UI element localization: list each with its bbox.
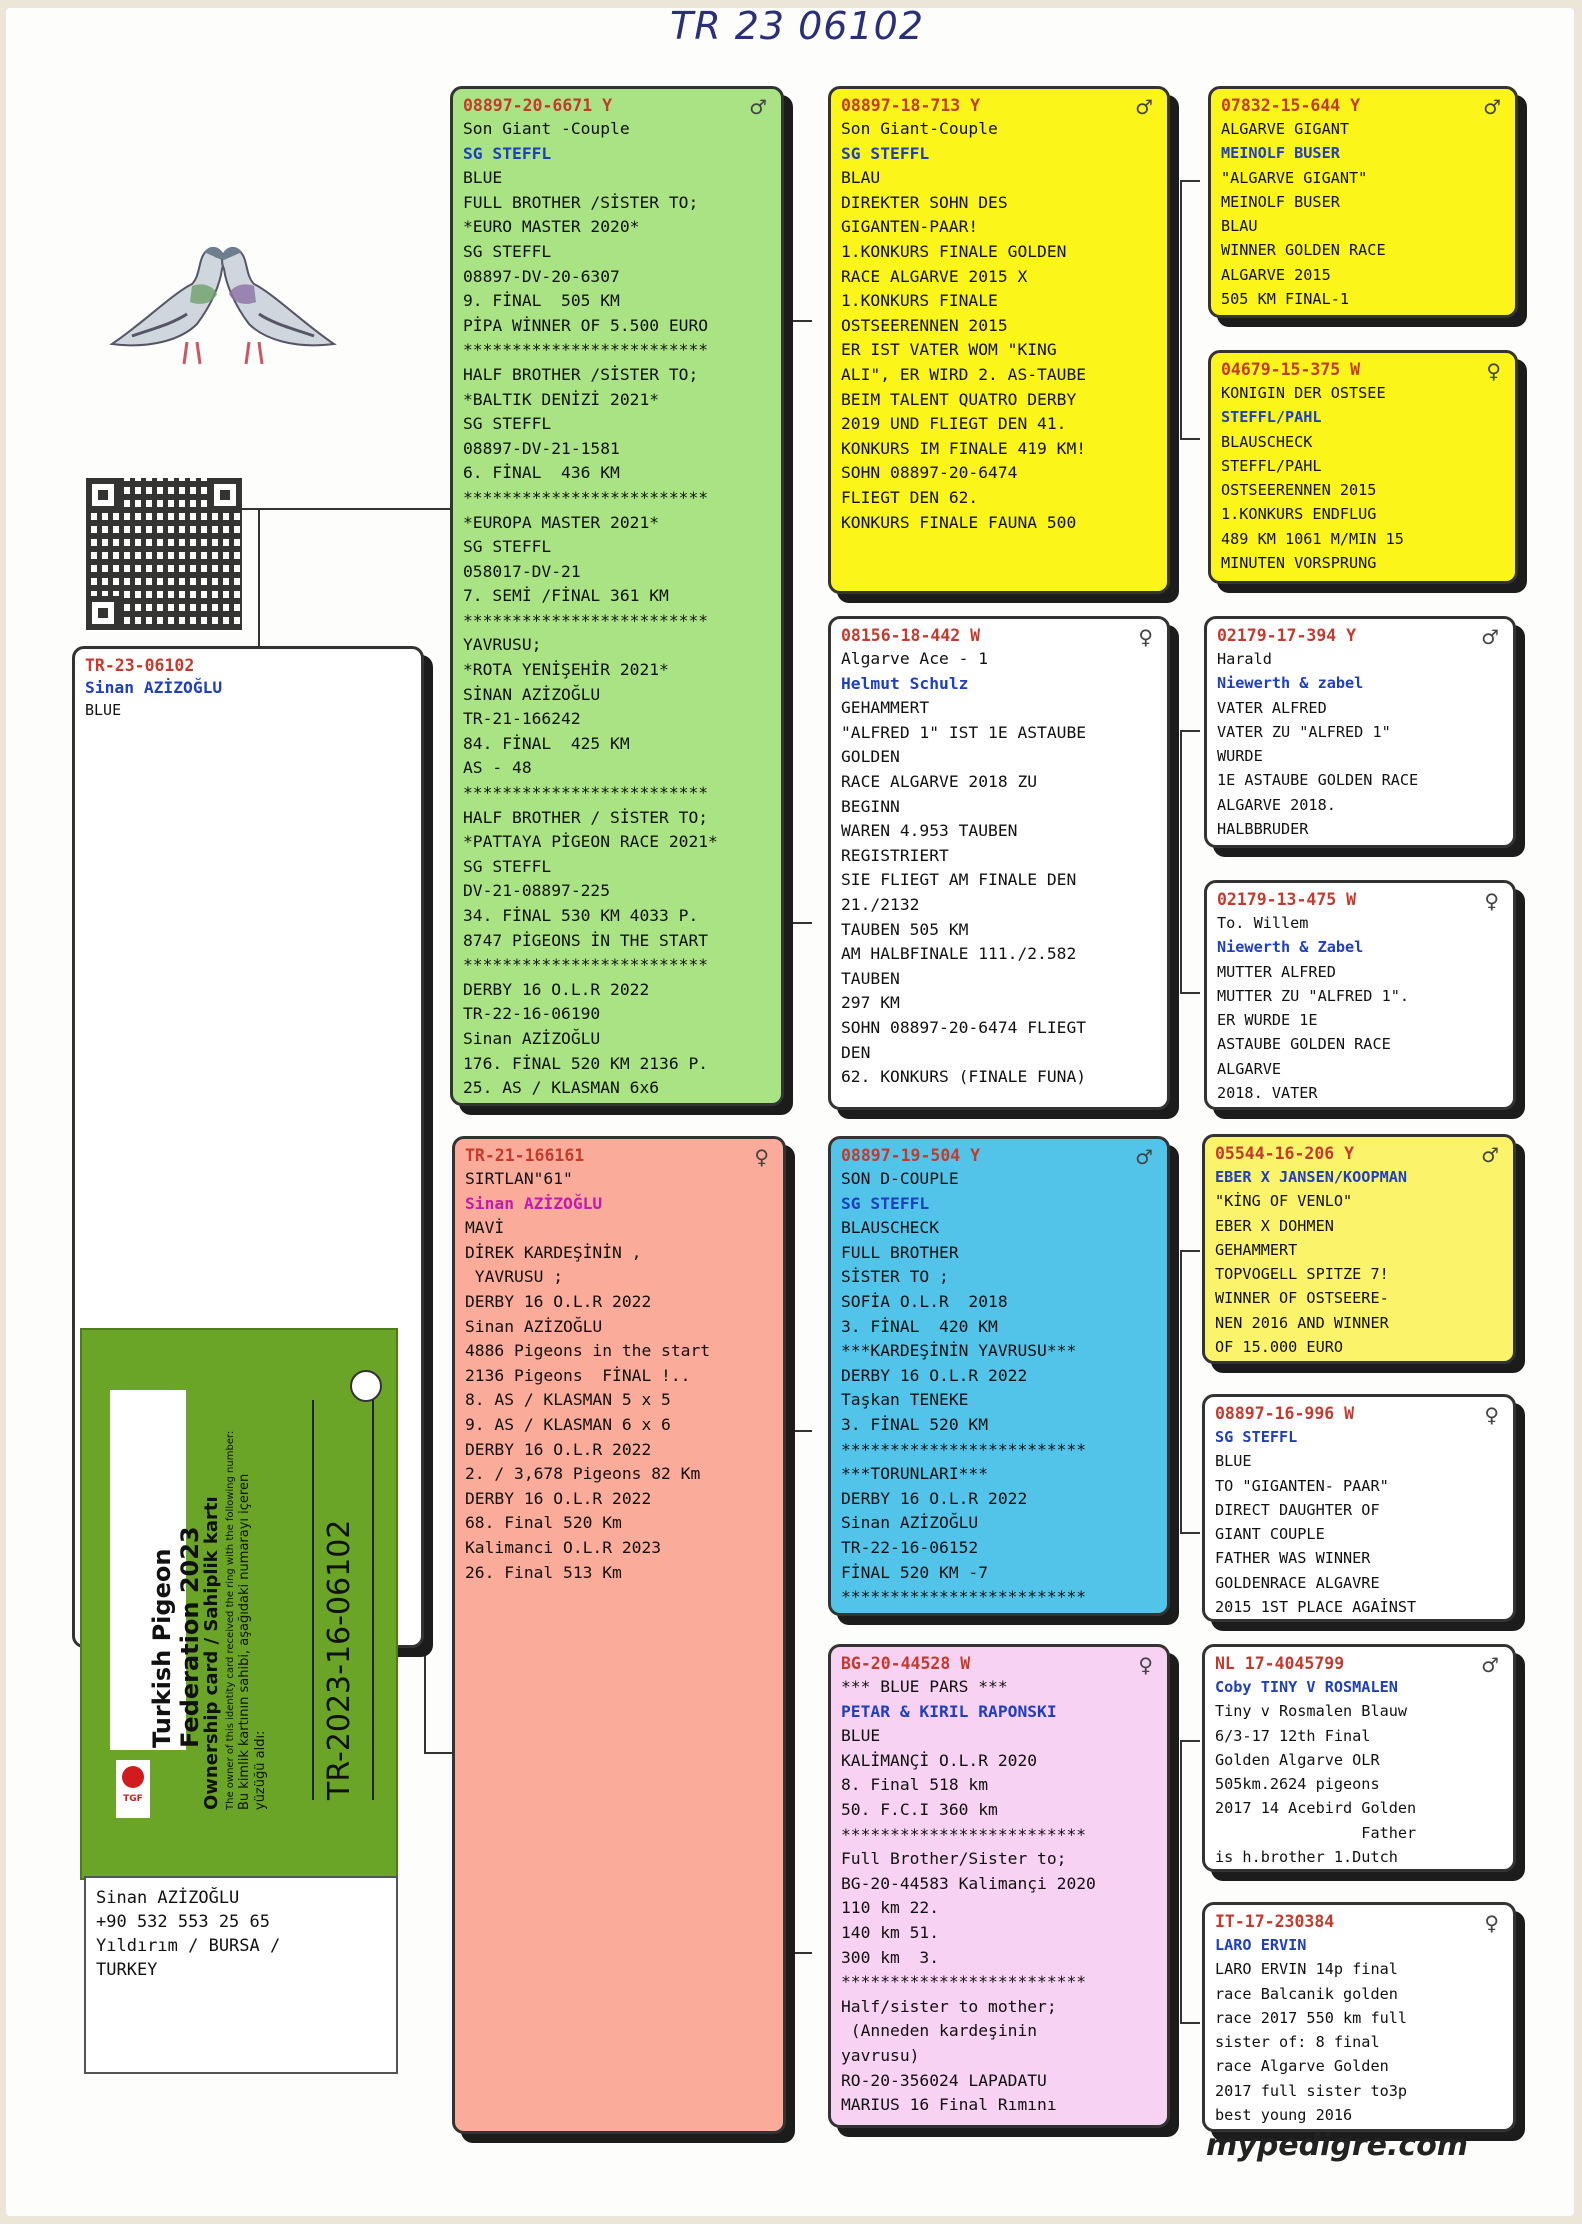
- fm-line: RACE ALGARVE 2018 ZU: [841, 771, 1038, 791]
- mm-line: yavrusu): [841, 2045, 920, 2065]
- ffm-line: STEFFL/PAHL: [1221, 456, 1322, 475]
- ff-line: FLIEGT DEN 62.: [841, 487, 979, 507]
- connector-fm-parents: [1180, 730, 1200, 994]
- mother-card[interactable]: [452, 1136, 786, 2134]
- mmf-line: 2017 14 Acebird Golden: [1215, 1799, 1417, 1818]
- mf-breeder: SG STEFFL: [841, 1193, 930, 1213]
- fmm-line: 2018. VATER: [1217, 1084, 1318, 1103]
- father-line: 08897-DV-21-1581: [463, 438, 620, 458]
- fff-line: MEINOLF BUSER: [1221, 192, 1340, 211]
- father-line: HALF BROTHER / SİSTER TO;: [463, 807, 709, 827]
- father-line: SG STEFFL: [463, 856, 552, 876]
- mfm-line: TO "GIGANTEN- PAAR": [1215, 1476, 1389, 1495]
- fmf-line: WURDE: [1217, 747, 1263, 766]
- mf-line: ***KARDEŞİNİN YAVRUSU***: [841, 1341, 1077, 1361]
- mmm-sex-icon: ♀: [1484, 1911, 1499, 1935]
- mf-line: FULL BROTHER: [841, 1242, 959, 1262]
- father-line: 9. FİNAL 505 KM: [463, 291, 620, 311]
- fmm-ring: 02179-13-475 W: [1217, 890, 1357, 909]
- mff-breeder: EBER X JANSEN/KOOPMAN: [1215, 1168, 1408, 1186]
- mother-line: DİREK KARDEŞİNİN ,: [465, 1242, 642, 1262]
- father-line: *************************: [463, 783, 709, 803]
- fm-name: Algarve Ace - 1: [841, 649, 989, 668]
- fm-line: AM HALBFINALE 111./2.582: [841, 944, 1077, 964]
- mother-breeder: Sinan AZİZOĞLU: [465, 1193, 603, 1213]
- fm-line: WAREN 4.953 TAUBEN: [841, 821, 1018, 841]
- mfm-breeder: SG STEFFL: [1215, 1428, 1298, 1446]
- mm-line: 140 km 51.: [841, 1922, 940, 1942]
- mmf-line: is h.brother 1.Dutch: [1215, 1848, 1398, 1867]
- fmm-line: ALGARVE: [1217, 1059, 1282, 1078]
- fmm-card[interactable]: [1204, 880, 1516, 1110]
- connector-subject-mother: [424, 1752, 452, 1754]
- ffm-name: KONIGIN DER OSTSEE: [1221, 384, 1386, 402]
- fm-line: "ALFRED 1" IST 1E ASTAUBE: [841, 722, 1087, 742]
- fmm-breeder: Niewerth & Zabel: [1217, 938, 1364, 957]
- fff-line: BLAU: [1221, 217, 1258, 236]
- ffm-line: BLAUSCHECK: [1221, 432, 1313, 451]
- mfm-line: GIANT COUPLE: [1215, 1525, 1325, 1544]
- mmm-line: race Balcanik golden: [1215, 1984, 1398, 2003]
- mf-line: SOFİA O.L.R 2018: [841, 1291, 1008, 1311]
- mm-name: *** BLUE PARS ***: [841, 1677, 1008, 1696]
- mm-line: (Anneden kardeşinin: [841, 2021, 1038, 2041]
- mm-line: KALİMANÇİ O.L.R 2020: [841, 1750, 1038, 1770]
- ff-line: RACE ALGARVE 2015 X: [841, 266, 1028, 286]
- mmm-ring: IT-17-230384: [1215, 1912, 1335, 1931]
- card-note-en: The owner of this identity card received the ring with the following number:: [225, 1430, 236, 1810]
- fmm-line: ER WURDE 1E: [1217, 1011, 1318, 1030]
- father-line: Sinan AZİZOĞLU: [463, 1028, 601, 1048]
- fmf-ring: 02179-17-394 Y: [1217, 626, 1357, 645]
- subject-color: BLUE: [85, 701, 122, 719]
- father-line: HALF BROTHER /SİSTER TO;: [463, 364, 699, 384]
- father-line: *PATTAYA PİGEON RACE 2021*: [463, 832, 718, 852]
- mother-name: SIRTLAN"61": [465, 1169, 573, 1188]
- mff-card[interactable]: [1202, 1134, 1516, 1364]
- fff-line: 505 KM FINAL-1: [1221, 290, 1350, 309]
- mfm-line: BLUE: [1215, 1452, 1252, 1471]
- fff-line: "ALGARVE GIGANT": [1221, 168, 1368, 187]
- card-subtitle: Ownership card / Sahiplik kartı: [201, 1496, 222, 1810]
- ff-sex-icon: ♂: [1135, 95, 1153, 119]
- ff-line: KONKURS IM FINALE 419 KM!: [841, 438, 1087, 458]
- father-line: AS - 48: [463, 758, 532, 778]
- mmm-card[interactable]: [1202, 1902, 1516, 2132]
- father-line: SG STEFFL: [463, 241, 552, 261]
- fm-line: 21./2132: [841, 894, 920, 914]
- mother-line: 9. AS / KLASMAN 6 x 6: [465, 1414, 671, 1434]
- brand-logo[interactable]: mypedigre.com: [1206, 2128, 1469, 2163]
- mother-line: Sinan AZİZOĞLU: [465, 1316, 603, 1336]
- card-title-2: Federation 2023: [176, 1526, 204, 1748]
- fm-line: 62. KONKURS (FINALE FUNA): [841, 1067, 1087, 1087]
- mm-line: *************************: [841, 1824, 1087, 1844]
- mf-line: Taşkan TENEKE: [841, 1390, 969, 1410]
- connector-ff-parents: [1180, 180, 1200, 440]
- mmf-line: 6/3-17 12th Final: [1215, 1726, 1371, 1745]
- father-line: FULL BROTHER /SİSTER TO;: [463, 192, 699, 212]
- fmf-line: ALGARVE 2018.: [1217, 795, 1336, 814]
- ffm-line: 489 KM 1061 M/MIN 15: [1221, 529, 1404, 548]
- card-ring-line-bottom: [372, 1400, 374, 1800]
- subject-ring: TR-23-06102: [85, 656, 195, 675]
- mother-line: MAVİ: [465, 1218, 505, 1238]
- connector-subject-father: [236, 508, 450, 650]
- ff-card[interactable]: [828, 86, 1170, 594]
- mm-ring: BG-20-44528 W: [841, 1654, 971, 1673]
- father-line: PİPA WİNNER OF 5.500 EURO: [463, 315, 709, 335]
- ff-ring: 08897-18-713 Y: [841, 96, 981, 115]
- handwritten-ring-title: TR 23 06102: [670, 4, 925, 48]
- fm-line: GEHAMMERT: [841, 698, 930, 718]
- fm-breeder: Helmut Schulz: [841, 673, 969, 693]
- mmm-line: 2017 full sister to3p: [1215, 2081, 1408, 2100]
- fff-line: ALGARVE 2015: [1221, 265, 1331, 284]
- mmm-line: LARO ERVIN 14p final: [1215, 1960, 1398, 1979]
- ff-line: OSTSEERENNEN 2015: [841, 315, 1008, 335]
- fmm-sex-icon: ♀: [1484, 889, 1499, 913]
- fm-line: TAUBEN: [841, 968, 900, 988]
- mfm-sex-icon: ♀: [1484, 1403, 1499, 1427]
- connector-mm-parents: [1180, 1740, 1200, 2024]
- fmm-line: MUTTER ALFRED: [1217, 962, 1336, 981]
- mother-line: DERBY 16 O.L.R 2022: [465, 1488, 652, 1508]
- fm-line: SIE FLIEGT AM FINALE DEN: [841, 870, 1077, 890]
- mm-line: 300 km 3.: [841, 1947, 940, 1967]
- fm-line: DEN: [841, 1042, 871, 1062]
- mmm-line: best young 2016: [1215, 2106, 1353, 2125]
- subject-owner: Sinan AZİZOĞLU: [85, 678, 223, 697]
- connector-qr-line: [258, 508, 260, 648]
- fmf-name: Harald: [1217, 650, 1272, 668]
- mmf-line: Golden Algarve OLR: [1215, 1750, 1380, 1769]
- mf-line: *************************: [841, 1587, 1087, 1607]
- fff-name: ALGARVE GIGANT: [1221, 120, 1350, 138]
- fmm-name: To. Willem: [1217, 914, 1309, 932]
- father-line: *EURO MASTER 2020*: [463, 217, 640, 237]
- ff-line: GIGANTEN-PAAR!: [841, 217, 979, 237]
- mf-line: FİNAL 520 KM -7: [841, 1562, 989, 1582]
- mmf-line: Father: [1215, 1823, 1417, 1842]
- mother-line: YAVRUSU ;: [465, 1267, 564, 1287]
- mmm-line: sister of: 8 final: [1215, 2033, 1380, 2052]
- mmf-ring: NL 17-4045799: [1215, 1654, 1345, 1673]
- father-breeder: SG STEFFL: [463, 143, 552, 163]
- connector-mf-parents: [1180, 1250, 1200, 1534]
- mff-line: TOPVOGELL SPITZE 7!: [1215, 1265, 1389, 1284]
- ff-line: 1.KONKURS FINALE: [841, 291, 998, 311]
- owner-line: Sinan AZİZOĞLU: [96, 1888, 240, 1908]
- fmf-sex-icon: ♂: [1481, 625, 1499, 649]
- father-line: *EUROPA MASTER 2021*: [463, 512, 660, 532]
- mmf-line: Tiny v Rosmalen Blauw: [1215, 1702, 1408, 1721]
- logo-text: TGF: [123, 1794, 143, 1804]
- mfm-line: DIRECT DAUGHTER OF: [1215, 1500, 1380, 1519]
- mmm-line: race Algarve Golden: [1215, 2057, 1389, 2076]
- ffm-sex-icon: ♀: [1486, 359, 1501, 383]
- mother-line: 68. Final 520 Km: [465, 1513, 622, 1533]
- fff-card[interactable]: [1208, 86, 1518, 318]
- mfm-line: GOLDENRACE ALGAVRE: [1215, 1573, 1380, 1592]
- card-ring-number: TR-2023-16-06102: [322, 1519, 357, 1800]
- father-line: 8747 PİGEONS İN THE START: [463, 930, 709, 950]
- mff-sex-icon: ♂: [1481, 1143, 1499, 1167]
- mf-ring: 08897-19-504 Y: [841, 1146, 981, 1165]
- ff-line: SOHN 08897-20-6474: [841, 463, 1018, 483]
- mmf-card[interactable]: [1202, 1644, 1516, 1872]
- mfm-line: 2015 1ST PLACE AGAİNST: [1215, 1598, 1417, 1617]
- ffm-line: MINUTEN VORSPRUNG: [1221, 554, 1377, 573]
- father-line: 6. FİNAL 436 KM: [463, 463, 620, 483]
- mff-line: OF 15.000 EURO: [1215, 1338, 1344, 1357]
- father-sex-icon: ♂: [749, 95, 767, 119]
- mmf-sex-icon: ♂: [1481, 1653, 1499, 1677]
- fmf-line: VATER ALFRED: [1217, 698, 1327, 717]
- mff-line: NEN 2016 AND WINNER: [1215, 1313, 1389, 1332]
- father-line: 08897-DV-20-6307: [463, 266, 620, 286]
- mm-line: Full Brother/Sister to;: [841, 1849, 1067, 1869]
- mff-line: EBER X DOHMEN: [1215, 1216, 1334, 1235]
- mmf-breeder: Coby TINY V ROSMALEN: [1215, 1678, 1398, 1696]
- father-line: TR-22-16-06190: [463, 1004, 601, 1024]
- fff-breeder: MEINOLF BUSER: [1221, 144, 1340, 163]
- mm-line: BLUE: [841, 1726, 881, 1746]
- ff-name: Son Giant-Couple: [841, 119, 998, 138]
- mf-line: ***TORUNLARI***: [841, 1464, 989, 1484]
- mother-line: 4886 Pigeons in the start: [465, 1341, 711, 1361]
- card-title-1: Turkish Pigeon: [148, 1548, 176, 1748]
- mother-line: DERBY 16 O.L.R 2022: [465, 1291, 652, 1311]
- owner-line: Yıldırım / BURSA /: [96, 1936, 281, 1956]
- fmf-breeder: Niewerth & zabel: [1217, 674, 1364, 693]
- card-note-tr: Bu kimlik kartının sahibi, aşağıdaki numarayı içeren yüzüğü aldı:: [237, 1473, 268, 1810]
- ownership-card: [80, 1328, 398, 1880]
- fmf-line: VATER ZU "ALFRED 1": [1217, 722, 1391, 741]
- father-line: 058017-DV-21: [463, 561, 581, 581]
- mm-breeder: PETAR & KIRIL RAPONSKI: [841, 1701, 1057, 1721]
- fm-sex-icon: ♀: [1138, 625, 1153, 649]
- father-line: 7. SEMİ /FİNAL 361 KM: [463, 586, 669, 606]
- ff-line: 2019 UND FLIEGT DEN 41.: [841, 414, 1067, 434]
- fm-line: BEGINN: [841, 796, 900, 816]
- father-line: *************************: [463, 340, 709, 360]
- mm-line: 110 km 22.: [841, 1898, 940, 1918]
- ff-line: BEIM TALENT QUATRO DERBY: [841, 389, 1077, 409]
- mff-line: WINNER OF OSTSEERE-: [1215, 1289, 1389, 1308]
- mother-ring: TR-21-166161: [465, 1146, 585, 1165]
- mm-line: MARIUS 16 Final Rımını: [841, 2095, 1057, 2115]
- ff-line: KONKURS FINALE FAUNA 500: [841, 512, 1077, 532]
- ff-line: ALI", ER WIRD 2. AS-TAUBE: [841, 364, 1087, 384]
- father-line: 25. AS / KLASMAN 6x6: [463, 1078, 660, 1098]
- mfm-ring: 08897-16-996 W: [1215, 1404, 1355, 1423]
- ffm-card[interactable]: [1208, 350, 1518, 584]
- mm-line: 50. F.C.I 360 km: [841, 1799, 998, 1819]
- mf-line: DERBY 16 O.L.R 2022: [841, 1488, 1028, 1508]
- father-line: DERBY 16 O.L.R 2022: [463, 979, 650, 999]
- mf-line: Sinan AZİZOĞLU: [841, 1513, 979, 1533]
- mother-line: Kalimanci O.L.R 2023: [465, 1537, 662, 1557]
- owner-contact-box: [84, 1876, 398, 2074]
- ff-line: 1.KONKURS FINALE GOLDEN: [841, 241, 1067, 261]
- mm-card[interactable]: [828, 1644, 1170, 2128]
- father-line: 84. FİNAL 425 KM: [463, 733, 630, 753]
- fm-line: TAUBEN 505 KM: [841, 919, 969, 939]
- connector-mother-parents: [790, 1430, 812, 1954]
- mm-line: Half/sister to mother;: [841, 1996, 1057, 2016]
- mff-ring: 05544-16-206 Y: [1215, 1144, 1355, 1163]
- father-line: BLUE: [463, 168, 503, 188]
- mm-line: BG-20-44583 Kalimançi 2020: [841, 1873, 1096, 1893]
- mf-line: 3. FİNAL 420 KM: [841, 1316, 998, 1336]
- fmm-line: ASTAUBE GOLDEN RACE: [1217, 1035, 1391, 1054]
- fmf-line: HALBBRUDER: [1217, 820, 1309, 839]
- mother-sex-icon: ♀: [754, 1145, 769, 1169]
- card-ring-line-top: [312, 1400, 314, 1800]
- mf-card[interactable]: [828, 1136, 1170, 1616]
- ff-line: DIREKTER SOHN DES: [841, 192, 1008, 212]
- fmm-line: MUTTER ZU "ALFRED 1".: [1217, 986, 1410, 1005]
- fmf-line: 1E ASTAUBE GOLDEN RACE: [1217, 771, 1419, 790]
- mfm-card[interactable]: [1202, 1394, 1516, 1622]
- ff-breeder: SG STEFFL: [841, 143, 930, 163]
- fff-ring: 07832-15-644 Y: [1221, 96, 1361, 115]
- mother-line: 2. / 3,678 Pigeons 82 Km: [465, 1464, 701, 1484]
- mm-sex-icon: ♀: [1138, 1653, 1153, 1677]
- fm-line: REGISTRIERT: [841, 845, 949, 865]
- father-line: 176. FİNAL 520 KM 2136 P.: [463, 1053, 709, 1073]
- fm-line: 297 KM: [841, 993, 900, 1013]
- father-card[interactable]: [450, 86, 784, 1106]
- ffm-breeder: STEFFL/PAHL: [1221, 408, 1322, 427]
- father-ring: 08897-20-6671 Y: [463, 96, 613, 115]
- ff-line: BLAU: [841, 168, 881, 188]
- mother-line: 2136 Pigeons FİNAL !..: [465, 1365, 691, 1385]
- mfm-line: FATHER WAS WINNER: [1215, 1549, 1371, 1568]
- ffm-ring: 04679-15-375 W: [1221, 360, 1361, 379]
- mff-line: GEHAMMERT: [1215, 1240, 1298, 1259]
- father-line: *ROTA YENİŞEHİR 2021*: [463, 660, 669, 680]
- mm-line: RO-20-356024 LAPADATU: [841, 2070, 1047, 2090]
- mf-sex-icon: ♂: [1135, 1145, 1153, 1169]
- mf-line: DERBY 16 O.L.R 2022: [841, 1365, 1028, 1385]
- fm-line: SOHN 08897-20-6474 FLIEGT: [841, 1017, 1087, 1037]
- mother-line: 8. AS / KLASMAN 5 x 5: [465, 1390, 671, 1410]
- father-line: DV-21-08897-225: [463, 881, 611, 901]
- pigeons-illustration: [92, 224, 354, 374]
- father-line: *BALTIK DENİZİ 2021*: [463, 389, 660, 409]
- father-line: SG STEFFL: [463, 414, 552, 434]
- mf-line: *************************: [841, 1439, 1087, 1459]
- connector-father-parents: [790, 320, 812, 924]
- mm-line: 8. Final 518 km: [841, 1775, 989, 1795]
- connector-subject-vertical: [424, 1140, 426, 1752]
- father-line: *************************: [463, 610, 709, 630]
- mmf-line: 505km.2624 pigeons: [1215, 1775, 1380, 1794]
- owner-line: TURKEY: [96, 1960, 158, 1980]
- father-line: TR-21-166242: [463, 709, 581, 729]
- fmf-card[interactable]: [1204, 616, 1516, 848]
- father-line: 34. FİNAL 530 KM 4033 P.: [463, 906, 699, 925]
- father-line: *************************: [463, 955, 709, 975]
- fm-line: GOLDEN: [841, 747, 900, 767]
- mmm-breeder: LARO ERVIN: [1215, 1936, 1307, 1954]
- mff-line: "KİNG OF VENLO": [1215, 1192, 1353, 1211]
- mf-line: 3. FİNAL 520 KM: [841, 1414, 989, 1434]
- fm-ring: 08156-18-442 W: [841, 626, 981, 645]
- qr-code[interactable]: [84, 476, 244, 632]
- fm-card[interactable]: [828, 616, 1170, 1110]
- mother-line: DERBY 16 O.L.R 2022: [465, 1439, 652, 1459]
- mf-line: SİSTER TO ;: [841, 1267, 949, 1287]
- fff-line: WINNER GOLDEN RACE: [1221, 241, 1386, 260]
- mmm-line: race 2017 550 km full: [1215, 2008, 1408, 2027]
- ff-line: ER IST VATER WOM "KING: [841, 340, 1057, 360]
- ffm-line: 1.KONKURS ENDFLUG: [1221, 505, 1377, 524]
- father-line: *************************: [463, 487, 709, 507]
- father-name: Son Giant -Couple: [463, 119, 630, 138]
- mother-line: 26. Final 513 Km: [465, 1562, 622, 1582]
- father-line: SG STEFFL: [463, 537, 552, 557]
- mf-name: SON D-COUPLE: [841, 1169, 959, 1188]
- owner-phone[interactable]: +90 532 553 25 65: [96, 1912, 270, 1932]
- mf-line: BLAUSCHECK: [841, 1218, 940, 1238]
- ffm-line: OSTSEERENNEN 2015: [1221, 481, 1377, 500]
- mf-line: TR-22-16-06152: [841, 1537, 979, 1557]
- mm-line: *************************: [841, 1972, 1087, 1992]
- father-line: YAVRUSU;: [463, 635, 542, 655]
- fff-sex-icon: ♂: [1483, 95, 1501, 119]
- father-line: SİNAN AZİZOĞLU: [463, 684, 601, 704]
